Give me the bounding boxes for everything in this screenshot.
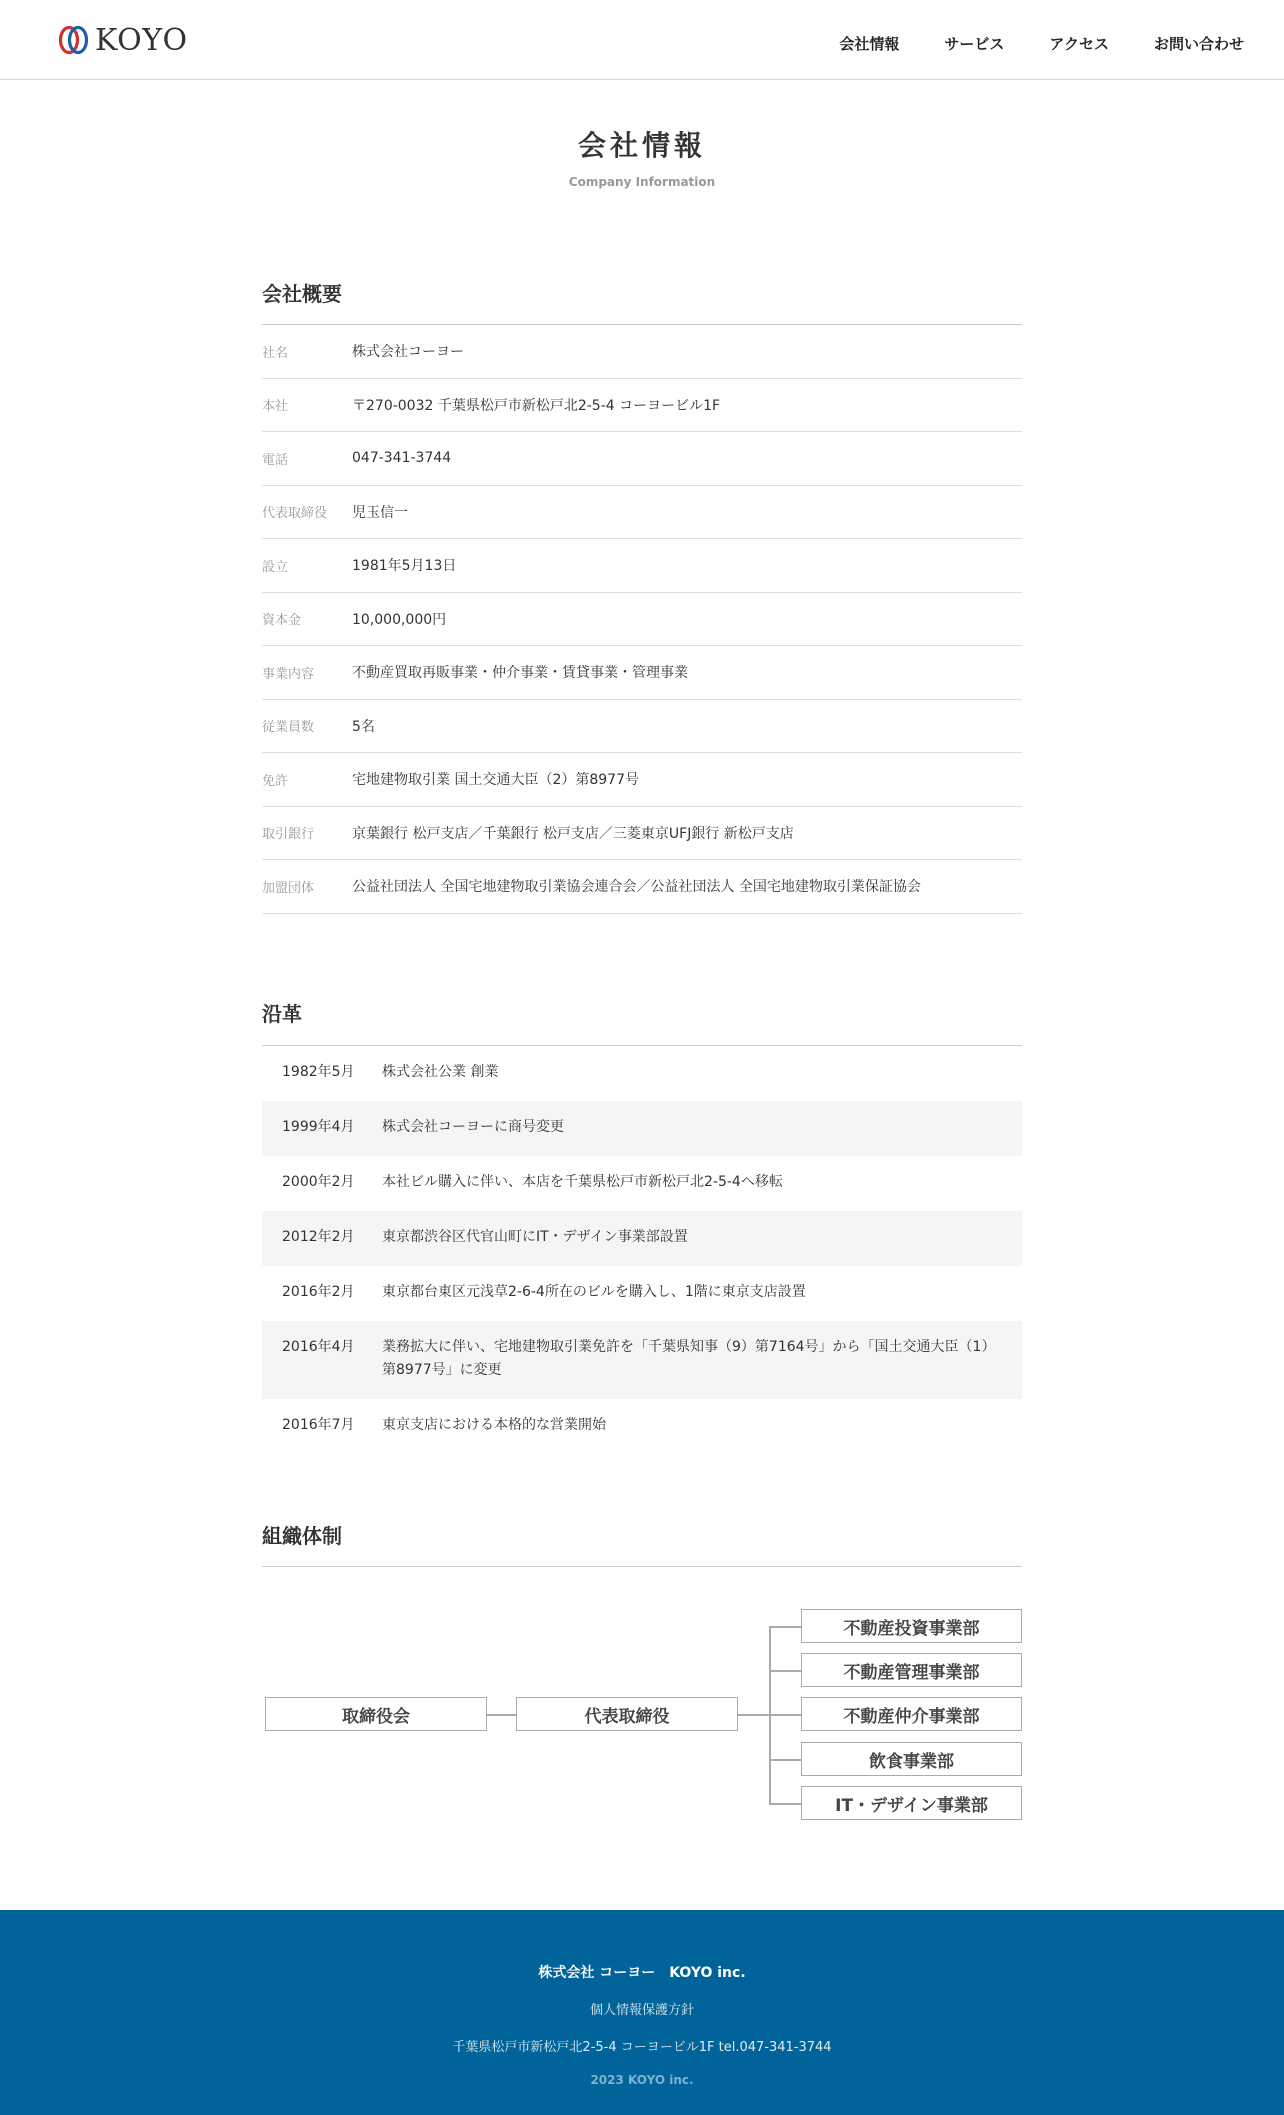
- nav-contact[interactable]: お問い合わせ: [1153, 35, 1244, 53]
- history-text: 東京都台東区元浅草2-6-4所在のビルを購入し、1階に東京支店設置: [382, 1284, 806, 1300]
- row-label: 設立: [262, 559, 289, 575]
- page-title: 会社情報: [577, 129, 706, 162]
- privacy-policy-link[interactable]: 個人情報保護方針: [589, 2003, 694, 2018]
- history-text: 本社ビル購入に伴い、本店を千葉県松戸市新松戸北2-5-4へ移転: [382, 1174, 783, 1190]
- table-row: [262, 860, 1022, 914]
- history-date: 2016年7月: [282, 1417, 355, 1433]
- history-date: 1999年4月: [282, 1119, 355, 1135]
- table-row: [262, 539, 1022, 593]
- row-label: 加盟団体: [262, 880, 315, 896]
- footer-address: 千葉県松戸市新松戸北2-5-4 コーヨービル1F tel.047-341-3744: [452, 2040, 832, 2055]
- history-text: 東京都渋谷区代官山町にIT・デザイン事業部設置: [382, 1229, 688, 1245]
- history-text: 業務拡大に伴い、宅地建物取引業免許を「千葉県知事（9）第7164号」から「国土交通大臣（1）第8977号」に変更: [382, 1339, 996, 1378]
- history-text: 株式会社コーヨーに商号変更: [382, 1119, 564, 1135]
- list-item: [262, 1399, 1022, 1454]
- table-row: [262, 807, 1022, 861]
- history-text: 東京支店における本格的な営業開始: [382, 1417, 606, 1433]
- list-item: [262, 1211, 1022, 1266]
- history-list: [262, 1046, 1022, 1454]
- org-division-box: 不動産投資事業部: [801, 1609, 1022, 1643]
- row-label: 社名: [262, 345, 289, 361]
- org-connector: [769, 1670, 801, 1672]
- row-value: 047-341-3744: [352, 450, 452, 467]
- org-division-box: 不動産仲介事業部: [801, 1697, 1022, 1731]
- org-board-box: 取締役会: [265, 1697, 487, 1731]
- table-row: [262, 432, 1022, 486]
- list-item: [262, 1101, 1022, 1156]
- row-value: 児玉信一: [352, 504, 408, 521]
- row-value: 不動産買取再販事業・仲介事業・賃貸事業・管理事業: [352, 665, 688, 682]
- history-text: 株式会社公業 創業: [382, 1064, 499, 1080]
- row-label: 本社: [262, 399, 289, 415]
- nav-company-info[interactable]: 会社情報: [839, 35, 900, 53]
- site-footer: [0, 1910, 1284, 2115]
- row-label: 代表取締役: [262, 506, 328, 522]
- row-value: 〒270-0032 千葉県松戸市新松戸北2-5-4 コーヨービル1F: [352, 397, 721, 414]
- row-value: 株式会社コーヨー: [352, 344, 464, 361]
- row-value: 10,000,000円: [352, 611, 447, 628]
- history-date: 2000年2月: [282, 1174, 355, 1190]
- table-row: [262, 379, 1022, 433]
- footer-company: 株式会社 コーヨー KOYO inc.: [538, 1965, 746, 1981]
- org-president-box: 代表取締役: [516, 1697, 738, 1731]
- org-chart: [262, 1600, 1022, 1825]
- overview-table: [262, 325, 1022, 914]
- table-row: [262, 753, 1022, 807]
- row-label: 事業内容: [262, 666, 315, 682]
- site-header: [0, 0, 1284, 80]
- history-date: 1982年5月: [282, 1064, 355, 1080]
- org-connector: [487, 1714, 516, 1716]
- list-item: [262, 1266, 1022, 1321]
- nav-services[interactable]: サービス: [944, 35, 1005, 53]
- org-division-box: 不動産管理事業部: [801, 1653, 1022, 1687]
- history-date: 2016年2月: [282, 1284, 355, 1300]
- org-connector: [769, 1803, 801, 1805]
- org-connector: [769, 1759, 801, 1761]
- organization-rule: [262, 1566, 1022, 1567]
- row-label: 従業員数: [262, 720, 315, 736]
- table-row: [262, 646, 1022, 700]
- org-connector: [769, 1714, 801, 1716]
- table-row: [262, 700, 1022, 754]
- list-item: [262, 1321, 1022, 1399]
- row-value: 公益社団法人 全国宅地建物取引業協会連合会／公益社団法人 全国宅地建物取引業保証協会: [352, 879, 921, 896]
- row-label: 取引銀行: [262, 827, 315, 843]
- logo[interactable]: [57, 20, 188, 60]
- history-date: 2012年2月: [282, 1229, 355, 1245]
- org-division-box: 飲食事業部: [801, 1742, 1022, 1776]
- logo-rings-icon: [57, 25, 91, 55]
- row-label: 電話: [262, 452, 289, 468]
- organization-title: 組織体制: [262, 1524, 342, 1548]
- table-row: [262, 325, 1022, 379]
- list-item: [262, 1156, 1022, 1211]
- table-row: [262, 486, 1022, 540]
- history-date: 2016年4月: [282, 1339, 355, 1355]
- org-connector: [738, 1714, 770, 1716]
- logo-text: KOYO: [95, 22, 188, 58]
- org-division-box: IT・デザイン事業部: [801, 1786, 1022, 1820]
- row-label: 免許: [262, 773, 289, 789]
- row-value: 5名: [352, 718, 375, 735]
- row-value: 宅地建物取引業 国土交通大臣（2）第8977号: [352, 772, 639, 789]
- table-row: [262, 593, 1022, 647]
- history-title: 沿革: [262, 1002, 302, 1026]
- page-subtitle: Company Information: [568, 175, 716, 189]
- row-label: 資本金: [262, 613, 302, 629]
- row-value: 京葉銀行 松戸支店／千葉銀行 松戸支店／三菱東京UFJ銀行 新松戸支店: [352, 825, 794, 842]
- overview-title: 会社概要: [262, 282, 342, 306]
- org-connector: [769, 1626, 801, 1628]
- nav-access[interactable]: アクセス: [1049, 35, 1109, 53]
- copyright: 2023 KOYO inc.: [590, 2073, 694, 2087]
- list-item: [262, 1046, 1022, 1101]
- row-value: 1981年5月13日: [352, 558, 457, 575]
- main-nav: [794, 33, 1244, 54]
